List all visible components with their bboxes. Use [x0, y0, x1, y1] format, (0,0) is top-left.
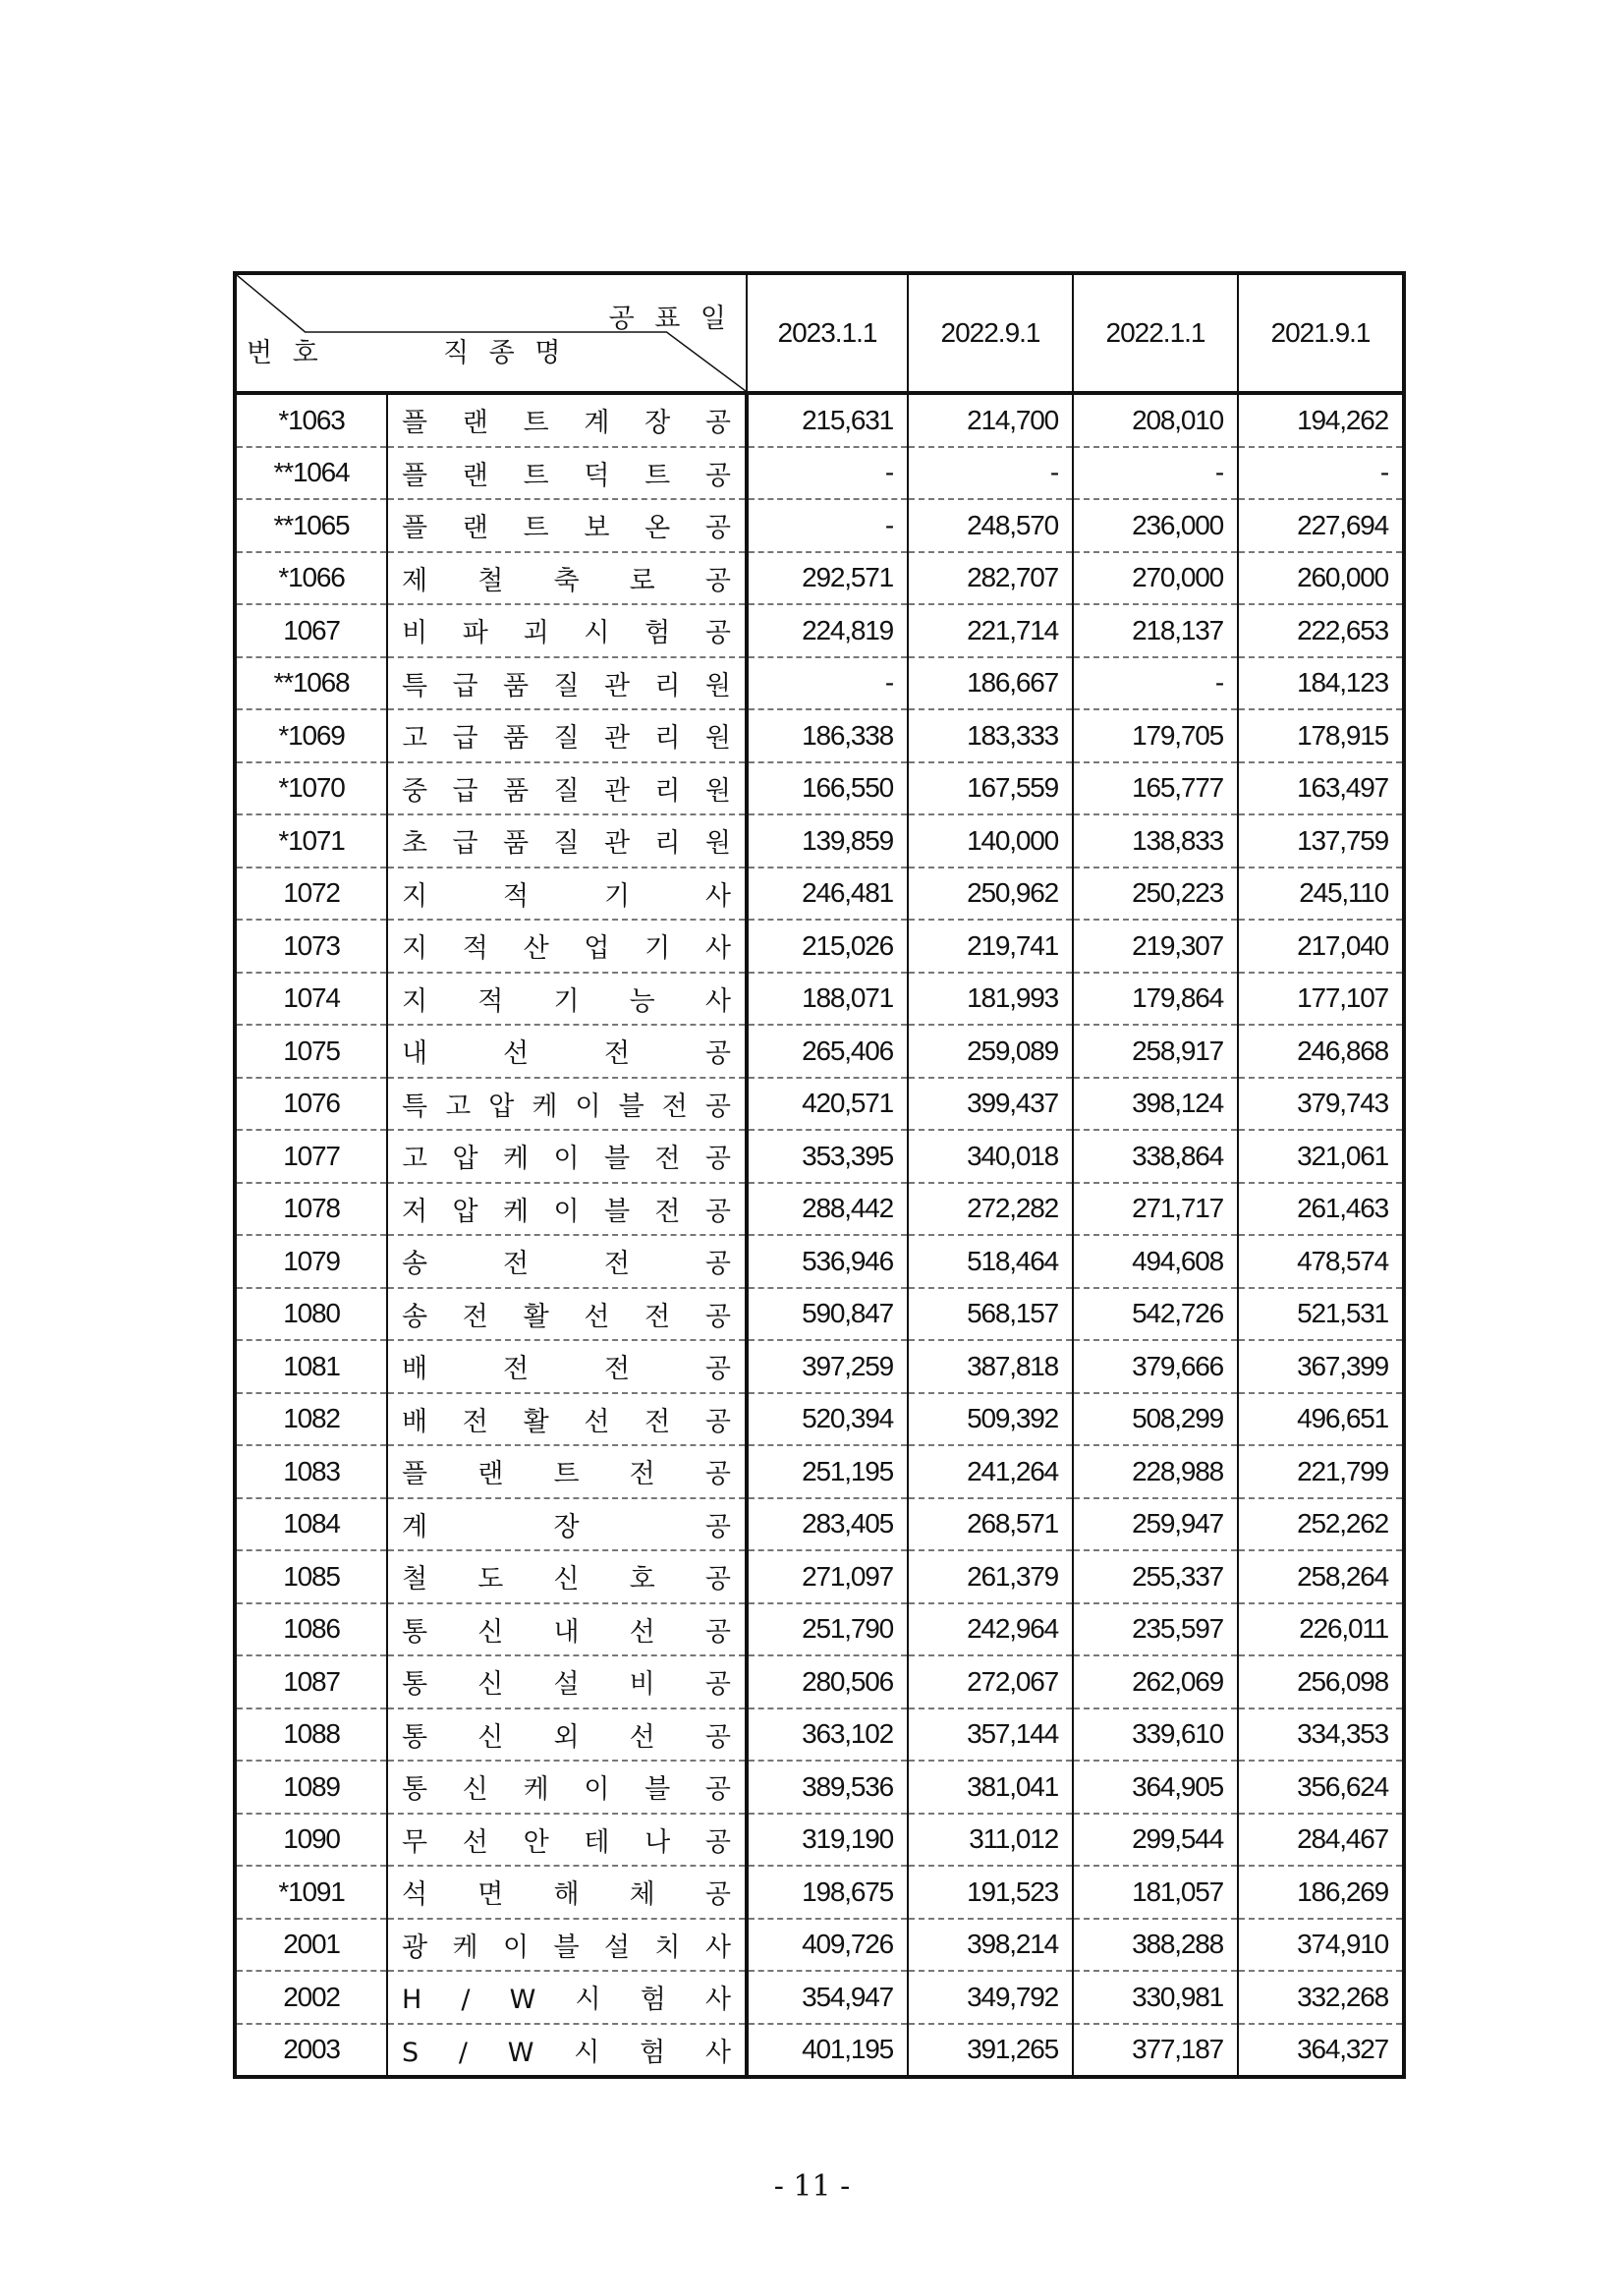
- job-name-cell: [387, 1183, 747, 1236]
- wage-value: 215,631: [747, 393, 908, 447]
- wage-value: 401,195: [747, 2024, 908, 2078]
- wage-value: 258,917: [1073, 1025, 1238, 1078]
- job-name: 지 적 기 사: [402, 880, 731, 912]
- job-name: 특 고 압 케 이 블 전 공: [402, 1091, 731, 1122]
- wage-value: -: [1238, 447, 1404, 500]
- wage-value: 381,041: [908, 1761, 1073, 1814]
- table-row: [235, 1814, 1404, 1867]
- wage-value: 250,223: [1073, 868, 1238, 921]
- table-row: [235, 1866, 1404, 1919]
- wage-value: 364,327: [1238, 2024, 1404, 2078]
- job-name: 배 전 활 선 전 공: [402, 1406, 731, 1437]
- table-row: [235, 1288, 1404, 1341]
- job-name-cell: [387, 1761, 747, 1814]
- table-row: [235, 1445, 1404, 1498]
- number-header-label: 번 호: [247, 338, 324, 368]
- date-column-header: 2022.1.1: [1073, 273, 1238, 393]
- job-name-cell: [387, 973, 747, 1026]
- page-number: - 11 -: [773, 2169, 851, 2204]
- wage-value: 349,792: [908, 1971, 1073, 2024]
- wage-value: 354,947: [747, 1971, 908, 2024]
- wage-value: 299,544: [1073, 1814, 1238, 1867]
- wage-value: 311,012: [908, 1814, 1073, 1867]
- job-name: 송 전 전 공: [402, 1249, 731, 1280]
- wage-value: 184,123: [1238, 657, 1404, 710]
- wage-value: 334,353: [1238, 1708, 1404, 1762]
- table-row: [235, 1393, 1404, 1446]
- row-number: 2002: [235, 1971, 387, 2024]
- wage-value: 356,624: [1238, 1761, 1404, 1814]
- row-number: **1068: [235, 657, 387, 710]
- wage-value: 357,144: [908, 1708, 1073, 1762]
- wage-value: 246,868: [1238, 1025, 1404, 1078]
- job-name-cell: [387, 1130, 747, 1183]
- job-name-cell: [387, 1078, 747, 1131]
- table-body: [235, 393, 1404, 2077]
- job-name: 초 급 품 질 관 리 원: [402, 828, 731, 860]
- row-number: 1088: [235, 1708, 387, 1762]
- wage-value: 242,964: [908, 1603, 1073, 1656]
- job-name-cell: [387, 1498, 747, 1551]
- wage-value: 265,406: [747, 1025, 908, 1078]
- row-number: 1067: [235, 604, 387, 657]
- job-name: 지 적 기 능 사: [402, 985, 731, 1017]
- wage-value: -: [747, 657, 908, 710]
- wage-value: 219,307: [1073, 920, 1238, 973]
- job-name-cell: [387, 1866, 747, 1919]
- wage-value: 215,026: [747, 920, 908, 973]
- job-name: 계 장 공: [402, 1511, 731, 1542]
- table-row: [235, 1655, 1404, 1708]
- table-row: [235, 762, 1404, 815]
- wage-value: 521,531: [1238, 1288, 1404, 1341]
- table-row: [235, 1235, 1404, 1288]
- wage-value: 332,268: [1238, 1971, 1404, 2024]
- job-name-cell: [387, 1971, 747, 2024]
- job-name: 통 신 설 비 공: [402, 1669, 731, 1701]
- wage-value: 198,675: [747, 1866, 908, 1919]
- wage-value: 270,000: [1073, 552, 1238, 605]
- wage-value: 391,265: [908, 2024, 1073, 2078]
- wage-value: 188,071: [747, 973, 908, 1026]
- wage-value: 478,574: [1238, 1235, 1404, 1288]
- row-number: 1089: [235, 1761, 387, 1814]
- job-name-cell: [387, 657, 747, 710]
- table-row: [235, 499, 1404, 552]
- wage-value: 222,653: [1238, 604, 1404, 657]
- wage-value: 250,962: [908, 868, 1073, 921]
- wage-value: 282,707: [908, 552, 1073, 605]
- wage-value: 226,011: [1238, 1603, 1404, 1656]
- wage-value: 330,981: [1073, 1971, 1238, 2024]
- wage-value: 179,864: [1073, 973, 1238, 1026]
- job-name: 통 신 케 이 블 공: [402, 1774, 731, 1806]
- wage-value: 340,018: [908, 1130, 1073, 1183]
- wage-value: 379,743: [1238, 1078, 1404, 1131]
- table-row: [235, 1708, 1404, 1762]
- wage-value: 398,214: [908, 1919, 1073, 1972]
- wage-value: 191,523: [908, 1866, 1073, 1919]
- wage-value: 338,864: [1073, 1130, 1238, 1183]
- table-row: [235, 552, 1404, 605]
- wage-value: 163,497: [1238, 762, 1404, 815]
- wage-value: 219,741: [908, 920, 1073, 973]
- job-name: 중 급 품 질 관 리 원: [402, 775, 731, 807]
- job-name: 통 신 외 선 공: [402, 1721, 731, 1753]
- wage-value: 214,700: [908, 393, 1073, 447]
- job-name: 특 급 품 질 관 리 원: [402, 670, 731, 701]
- table-row: [235, 393, 1404, 447]
- job-name-cell: [387, 1340, 747, 1393]
- wage-value: 224,819: [747, 604, 908, 657]
- wage-value: 137,759: [1238, 814, 1404, 868]
- wage-value: 420,571: [747, 1078, 908, 1131]
- job-name-cell: [387, 1708, 747, 1762]
- wage-value: 508,299: [1073, 1393, 1238, 1446]
- table-row: [235, 1761, 1404, 1814]
- job-name: 송 전 활 선 전 공: [402, 1301, 731, 1332]
- wage-value: 292,571: [747, 552, 908, 605]
- wage-value: 509,392: [908, 1393, 1073, 1446]
- job-name-cell: [387, 1445, 747, 1498]
- row-number: 1080: [235, 1288, 387, 1341]
- table-row: [235, 1498, 1404, 1551]
- header-corner-cell: [235, 273, 747, 393]
- table-row: [235, 447, 1404, 500]
- table-row: [235, 709, 1404, 762]
- job-name: 플 랜 트 보 온 공: [402, 513, 731, 544]
- wage-value: 387,818: [908, 1340, 1073, 1393]
- wage-value: 284,467: [1238, 1814, 1404, 1867]
- table-row: [235, 1971, 1404, 2024]
- table-row: [235, 868, 1404, 921]
- wage-value: 398,124: [1073, 1078, 1238, 1131]
- wage-value: 241,264: [908, 1445, 1073, 1498]
- row-number: 2001: [235, 1919, 387, 1972]
- row-number: 1078: [235, 1183, 387, 1236]
- wage-value: 542,726: [1073, 1288, 1238, 1341]
- job-name-cell: [387, 1235, 747, 1288]
- job-name-cell: [387, 920, 747, 973]
- job-name: 광 케 이 블 설 치 사: [402, 1932, 731, 1963]
- table-row: [235, 920, 1404, 973]
- wage-value: 268,571: [908, 1498, 1073, 1551]
- wage-value: 261,463: [1238, 1183, 1404, 1236]
- row-number: 1083: [235, 1445, 387, 1498]
- job-name: 플 랜 트 전 공: [402, 1459, 731, 1490]
- wage-value: 261,379: [908, 1550, 1073, 1603]
- job-name-cell: [387, 1655, 747, 1708]
- row-number: *1069: [235, 709, 387, 762]
- row-number: 1079: [235, 1235, 387, 1288]
- job-header-label: 직 종 명: [443, 338, 567, 368]
- job-name-cell: [387, 393, 747, 447]
- wage-value: 186,338: [747, 709, 908, 762]
- wage-value: 218,137: [1073, 604, 1238, 657]
- wage-value: 258,264: [1238, 1550, 1404, 1603]
- wage-value: 186,667: [908, 657, 1073, 710]
- table-row: [235, 814, 1404, 868]
- wage-value: 246,481: [747, 868, 908, 921]
- table-row: [235, 1603, 1404, 1656]
- job-name-cell: [387, 1288, 747, 1341]
- wage-value: -: [747, 499, 908, 552]
- job-name: 비 파 괴 시 험 공: [402, 618, 731, 649]
- wage-value: 248,570: [908, 499, 1073, 552]
- row-number: **1065: [235, 499, 387, 552]
- wage-value: 259,947: [1073, 1498, 1238, 1551]
- row-number: 1072: [235, 868, 387, 921]
- wage-value: 399,437: [908, 1078, 1073, 1131]
- date-column-header: 2021.9.1: [1238, 273, 1404, 393]
- wage-value: 321,061: [1238, 1130, 1404, 1183]
- wage-value: 283,405: [747, 1498, 908, 1551]
- wage-value: -: [1073, 657, 1238, 710]
- row-number: 1081: [235, 1340, 387, 1393]
- job-name-cell: [387, 868, 747, 921]
- wage-value: 339,610: [1073, 1708, 1238, 1762]
- row-number: **1064: [235, 447, 387, 500]
- wage-value: 256,098: [1238, 1655, 1404, 1708]
- table-row: [235, 1078, 1404, 1131]
- wage-value: 271,097: [747, 1550, 908, 1603]
- wage-value: 397,259: [747, 1340, 908, 1393]
- row-number: 1074: [235, 973, 387, 1026]
- row-number: *1070: [235, 762, 387, 815]
- wage-value: 260,000: [1238, 552, 1404, 605]
- date-header-label: 공 표 일: [608, 304, 732, 334]
- wage-value: 262,069: [1073, 1655, 1238, 1708]
- wage-value: 252,262: [1238, 1498, 1404, 1551]
- wage-value: 389,536: [747, 1761, 908, 1814]
- wage-value: 536,946: [747, 1235, 908, 1288]
- job-name: S / W 시 험 사: [402, 2037, 731, 2068]
- table-row: [235, 1025, 1404, 1078]
- row-number: 2003: [283, 2034, 340, 2065]
- job-name-cell: [387, 447, 747, 500]
- wage-value: 379,666: [1073, 1340, 1238, 1393]
- wage-value: 221,799: [1238, 1445, 1404, 1498]
- wage-table: [233, 271, 1406, 2079]
- wage-value: 568,157: [908, 1288, 1073, 1341]
- job-name: 통 신 내 선 공: [402, 1616, 731, 1648]
- table-row: [235, 604, 1404, 657]
- wage-value: 235,597: [1073, 1603, 1238, 1656]
- wage-value: 251,790: [747, 1603, 908, 1656]
- wage-value: 177,107: [1238, 973, 1404, 1026]
- table-row: [235, 973, 1404, 1026]
- job-name-cell: [387, 814, 747, 868]
- table-row: [235, 1919, 1404, 1972]
- wage-value: 138,833: [1073, 814, 1238, 868]
- row-number: 1090: [235, 1814, 387, 1867]
- job-name: 내 선 전 공: [402, 1038, 731, 1070]
- row-number: 1077: [235, 1130, 387, 1183]
- wage-value: 181,057: [1073, 1866, 1238, 1919]
- wage-value: 520,394: [747, 1393, 908, 1446]
- wage-value: 272,067: [908, 1655, 1073, 1708]
- wage-value: 165,777: [1073, 762, 1238, 815]
- wage-value: 319,190: [747, 1814, 908, 1867]
- wage-value: 179,705: [1073, 709, 1238, 762]
- row-number: *1063: [235, 393, 387, 447]
- job-name-cell: [387, 1603, 747, 1656]
- wage-value: -: [908, 447, 1073, 500]
- row-number: 1086: [235, 1603, 387, 1656]
- wage-value: 227,694: [1238, 499, 1404, 552]
- job-name: 플 랜 트 계 장 공: [402, 408, 731, 439]
- wage-value: -: [1073, 447, 1238, 500]
- job-name: 철 도 신 호 공: [402, 1564, 731, 1596]
- row-number: 1085: [235, 1550, 387, 1603]
- job-name-cell: [387, 1919, 747, 1972]
- row-number: *1066: [235, 552, 387, 605]
- table-row: [235, 1340, 1404, 1393]
- wage-value: 183,333: [908, 709, 1073, 762]
- job-name-cell: [387, 762, 747, 815]
- job-name-cell: [387, 709, 747, 762]
- wage-value: 178,915: [1238, 709, 1404, 762]
- wage-value: 255,337: [1073, 1550, 1238, 1603]
- wage-value: 140,000: [908, 814, 1073, 868]
- row-number: 1075: [235, 1025, 387, 1078]
- row-number: 1087: [235, 1655, 387, 1708]
- job-name: 고 급 품 질 관 리 원: [402, 723, 731, 755]
- wage-value: 167,559: [908, 762, 1073, 815]
- job-name: 무 선 안 테 나 공: [402, 1826, 731, 1858]
- wage-value: 374,910: [1238, 1919, 1404, 1972]
- wage-value: 271,717: [1073, 1183, 1238, 1236]
- wage-value: 259,089: [908, 1025, 1073, 1078]
- wage-value: 251,195: [747, 1445, 908, 1498]
- wage-value: 208,010: [1073, 393, 1238, 447]
- table-row: [235, 2024, 1404, 2078]
- job-name: 저 압 케 이 블 전 공: [402, 1196, 731, 1227]
- wage-value: 364,905: [1073, 1761, 1238, 1814]
- job-name-cell: [387, 1550, 747, 1603]
- wage-value: 217,040: [1238, 920, 1404, 973]
- wage-value: 353,395: [747, 1130, 908, 1183]
- job-name-cell: [387, 2024, 747, 2078]
- wage-value: -: [747, 447, 908, 500]
- wage-value: 194,262: [1238, 393, 1404, 447]
- wage-value: 363,102: [747, 1708, 908, 1762]
- row-number: 1082: [235, 1393, 387, 1446]
- job-name: 제 철 축 로 공: [402, 565, 731, 596]
- row-number: *1091: [235, 1866, 387, 1919]
- job-name-cell: [387, 552, 747, 605]
- job-name: 지 적 산 업 기 사: [402, 933, 731, 965]
- table-row: [235, 657, 1404, 710]
- wage-value: 388,288: [1073, 1919, 1238, 1972]
- wage-value: 409,726: [747, 1919, 908, 1972]
- wage-value: 518,464: [908, 1235, 1073, 1288]
- job-name-cell: [387, 1393, 747, 1446]
- wage-value: 181,993: [908, 973, 1073, 1026]
- job-name-cell: [387, 604, 747, 657]
- table-row: [235, 1183, 1404, 1236]
- wage-value: 496,651: [1238, 1393, 1404, 1446]
- date-column-header: 2022.9.1: [908, 273, 1073, 393]
- wage-value: 377,187: [1073, 2024, 1238, 2078]
- job-name-cell: [387, 1814, 747, 1867]
- wage-value: 228,988: [1073, 1445, 1238, 1498]
- job-name: 고 압 케 이 블 전 공: [402, 1144, 731, 1175]
- wage-value: 186,269: [1238, 1866, 1404, 1919]
- wage-value: 494,608: [1073, 1235, 1238, 1288]
- job-name: 석 면 해 체 공: [402, 1879, 731, 1911]
- wage-value: 590,847: [747, 1288, 908, 1341]
- wage-value: 236,000: [1073, 499, 1238, 552]
- job-name: 플 랜 트 덕 트 공: [402, 460, 731, 491]
- header-row: [235, 273, 1404, 393]
- wage-value: 367,399: [1238, 1340, 1404, 1393]
- date-column-header: 2023.1.1: [747, 273, 908, 393]
- job-name-cell: [387, 1025, 747, 1078]
- table-row: [235, 1130, 1404, 1183]
- wage-value: 288,442: [747, 1183, 908, 1236]
- row-number: 1073: [235, 920, 387, 973]
- wage-value: 245,110: [1238, 868, 1404, 921]
- table-row: [235, 1550, 1404, 1603]
- row-number: 1076: [235, 1078, 387, 1131]
- wage-value: 221,714: [908, 604, 1073, 657]
- wage-value: 166,550: [747, 762, 908, 815]
- wage-value: 272,282: [908, 1183, 1073, 1236]
- row-number: 1084: [235, 1498, 387, 1551]
- row-number: *1071: [235, 814, 387, 868]
- wage-value: 280,506: [747, 1655, 908, 1708]
- job-name: 배 전 전 공: [402, 1354, 731, 1385]
- job-name: H / W 시 험 사: [402, 1985, 731, 2016]
- job-name-cell: [387, 499, 747, 552]
- wage-value: 139,859: [747, 814, 908, 868]
